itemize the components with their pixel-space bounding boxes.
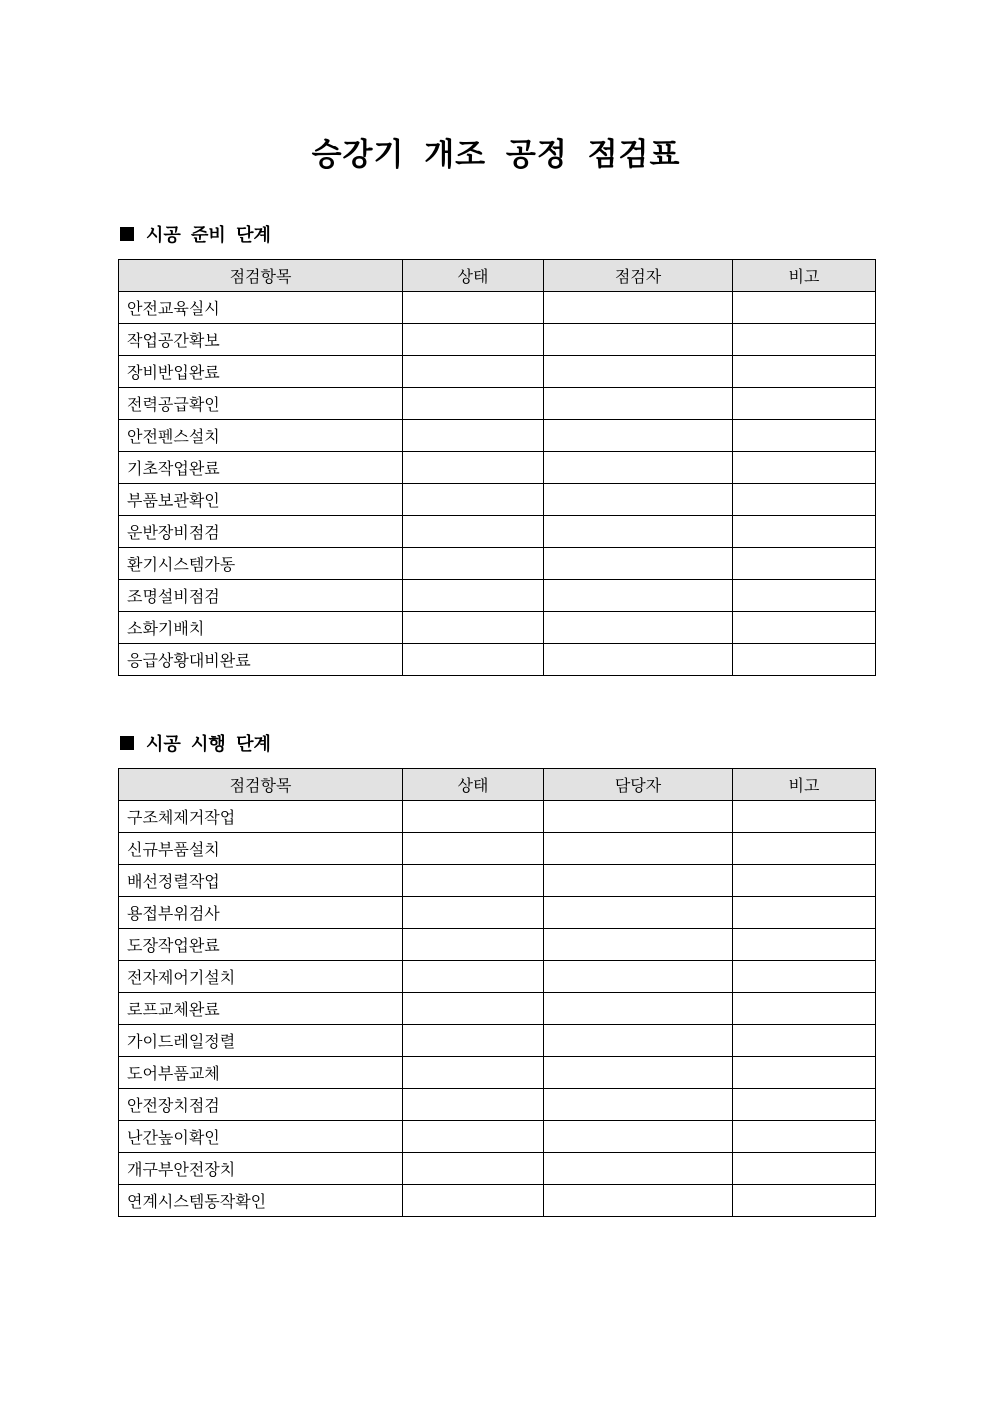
person-cell[interactable] <box>544 292 733 324</box>
header-remarks: 비고 <box>733 769 876 801</box>
item-cell: 안전교육실시 <box>119 292 403 324</box>
item-cell: 부품보관확인 <box>119 484 403 516</box>
person-cell[interactable] <box>544 452 733 484</box>
item-cell: 신규부품설치 <box>119 833 403 865</box>
person-cell[interactable] <box>544 961 733 993</box>
person-cell[interactable] <box>544 897 733 929</box>
item-cell: 연계시스템동작확인 <box>119 1185 403 1217</box>
section-heading <box>118 730 875 756</box>
status-cell[interactable] <box>403 929 544 961</box>
person-cell[interactable] <box>544 356 733 388</box>
header-item: 점검항목 <box>119 260 403 292</box>
remarks-cell[interactable] <box>733 961 876 993</box>
person-cell[interactable] <box>544 548 733 580</box>
item-cell: 환기시스템가동 <box>119 548 403 580</box>
person-cell[interactable] <box>544 929 733 961</box>
person-cell[interactable] <box>544 1185 733 1217</box>
remarks-cell[interactable] <box>733 1089 876 1121</box>
table-row <box>119 1121 876 1153</box>
person-cell[interactable] <box>544 388 733 420</box>
remarks-cell[interactable] <box>733 516 876 548</box>
table-row <box>119 356 876 388</box>
section-preparation <box>118 221 875 676</box>
header-status: 상태 <box>403 769 544 801</box>
status-cell[interactable] <box>403 1089 544 1121</box>
remarks-cell[interactable] <box>733 388 876 420</box>
remarks-cell[interactable] <box>733 548 876 580</box>
item-cell: 용접부위검사 <box>119 897 403 929</box>
status-cell[interactable] <box>403 612 544 644</box>
item-cell: 개구부안전장치 <box>119 1153 403 1185</box>
table-row <box>119 644 876 676</box>
remarks-cell[interactable] <box>733 292 876 324</box>
status-cell[interactable] <box>403 388 544 420</box>
remarks-cell[interactable] <box>733 324 876 356</box>
header-inspector: 점검자 <box>544 260 733 292</box>
page-title: 승강기 개조 공정 점검표 <box>311 137 681 173</box>
table-row <box>119 324 876 356</box>
remarks-cell[interactable] <box>733 1185 876 1217</box>
item-cell: 전력공급확인 <box>119 388 403 420</box>
item-cell: 안전펜스설치 <box>119 420 403 452</box>
person-cell[interactable] <box>544 1057 733 1089</box>
table-row <box>119 865 876 897</box>
checklist-table <box>118 259 876 676</box>
remarks-cell[interactable] <box>733 420 876 452</box>
item-cell: 도어부품교체 <box>119 1057 403 1089</box>
status-cell[interactable] <box>403 993 544 1025</box>
table-row <box>119 580 876 612</box>
status-cell[interactable] <box>403 1121 544 1153</box>
table-body <box>119 292 876 676</box>
remarks-cell[interactable] <box>733 1121 876 1153</box>
header-manager: 담당자 <box>544 769 733 801</box>
section-heading <box>118 221 875 247</box>
remarks-cell[interactable] <box>733 612 876 644</box>
header-item: 점검항목 <box>119 769 403 801</box>
status-cell[interactable] <box>403 961 544 993</box>
person-cell[interactable] <box>544 484 733 516</box>
status-cell[interactable] <box>403 292 544 324</box>
status-cell[interactable] <box>403 484 544 516</box>
checklist-table <box>118 768 876 1217</box>
person-cell[interactable] <box>544 1153 733 1185</box>
remarks-cell[interactable] <box>733 356 876 388</box>
status-cell[interactable] <box>403 801 544 833</box>
person-cell[interactable] <box>544 1089 733 1121</box>
remarks-cell[interactable] <box>733 1057 876 1089</box>
square-bullet-icon <box>120 736 134 750</box>
table-row <box>119 516 876 548</box>
section-execution <box>118 730 875 1217</box>
table-row <box>119 833 876 865</box>
table-row <box>119 548 876 580</box>
status-cell[interactable] <box>403 1153 544 1185</box>
status-cell[interactable] <box>403 324 544 356</box>
remarks-cell[interactable] <box>733 929 876 961</box>
item-cell: 장비반입완료 <box>119 356 403 388</box>
status-cell[interactable] <box>403 897 544 929</box>
remarks-cell[interactable] <box>733 1025 876 1057</box>
item-cell: 조명설비점검 <box>119 580 403 612</box>
status-cell[interactable] <box>403 548 544 580</box>
remarks-cell[interactable] <box>733 897 876 929</box>
table-row <box>119 1153 876 1185</box>
remarks-cell[interactable] <box>733 452 876 484</box>
status-cell[interactable] <box>403 420 544 452</box>
section-heading-label: 시공 준비 단계 <box>146 225 271 246</box>
remarks-cell[interactable] <box>733 580 876 612</box>
person-cell[interactable] <box>544 612 733 644</box>
remarks-cell[interactable] <box>733 833 876 865</box>
status-cell[interactable] <box>403 356 544 388</box>
person-cell[interactable] <box>544 1121 733 1153</box>
item-cell: 전자제어기설치 <box>119 961 403 993</box>
item-cell: 안전장치점검 <box>119 1089 403 1121</box>
remarks-cell[interactable] <box>733 1153 876 1185</box>
table-row <box>119 388 876 420</box>
status-cell[interactable] <box>403 452 544 484</box>
person-cell[interactable] <box>544 644 733 676</box>
status-cell[interactable] <box>403 1057 544 1089</box>
table-row <box>119 897 876 929</box>
remarks-cell[interactable] <box>733 865 876 897</box>
person-cell[interactable] <box>544 865 733 897</box>
table-row <box>119 292 876 324</box>
remarks-cell[interactable] <box>733 993 876 1025</box>
person-cell[interactable] <box>544 580 733 612</box>
table-row <box>119 612 876 644</box>
item-cell: 로프교체완료 <box>119 993 403 1025</box>
status-cell[interactable] <box>403 833 544 865</box>
remarks-cell[interactable] <box>733 801 876 833</box>
header-remarks: 비고 <box>733 260 876 292</box>
table-row <box>119 1025 876 1057</box>
item-cell: 작업공간확보 <box>119 324 403 356</box>
header-status: 상태 <box>403 260 544 292</box>
status-cell[interactable] <box>403 865 544 897</box>
item-cell: 응급상황대비완료 <box>119 644 403 676</box>
person-cell[interactable] <box>544 324 733 356</box>
table-row <box>119 452 876 484</box>
table-row <box>119 993 876 1025</box>
section-heading-label: 시공 시행 단계 <box>146 734 271 755</box>
item-cell: 구조체제거작업 <box>119 801 403 833</box>
item-cell: 기초작업완료 <box>119 452 403 484</box>
table-row <box>119 801 876 833</box>
item-cell: 도장작업완료 <box>119 929 403 961</box>
table-row <box>119 929 876 961</box>
table-row <box>119 420 876 452</box>
item-cell: 운반장비점검 <box>119 516 403 548</box>
status-cell[interactable] <box>403 644 544 676</box>
table-body <box>119 801 876 1217</box>
status-cell[interactable] <box>403 580 544 612</box>
person-cell[interactable] <box>544 993 733 1025</box>
person-cell[interactable] <box>544 833 733 865</box>
table-header-row <box>119 260 876 292</box>
table-header-row <box>119 769 876 801</box>
remarks-cell[interactable] <box>733 484 876 516</box>
table-row <box>119 484 876 516</box>
item-cell: 소화기배치 <box>119 612 403 644</box>
table-row <box>119 961 876 993</box>
status-cell[interactable] <box>403 516 544 548</box>
remarks-cell[interactable] <box>733 644 876 676</box>
item-cell: 난간높이확인 <box>119 1121 403 1153</box>
person-cell[interactable] <box>544 420 733 452</box>
item-cell: 가이드레일정렬 <box>119 1025 403 1057</box>
status-cell[interactable] <box>403 1185 544 1217</box>
table-row <box>119 1185 876 1217</box>
person-cell[interactable] <box>544 801 733 833</box>
person-cell[interactable] <box>544 1025 733 1057</box>
person-cell[interactable] <box>544 516 733 548</box>
item-cell: 배선정렬작업 <box>119 865 403 897</box>
table-row <box>119 1089 876 1121</box>
table-row <box>119 1057 876 1089</box>
square-bullet-icon <box>120 227 134 241</box>
status-cell[interactable] <box>403 1025 544 1057</box>
